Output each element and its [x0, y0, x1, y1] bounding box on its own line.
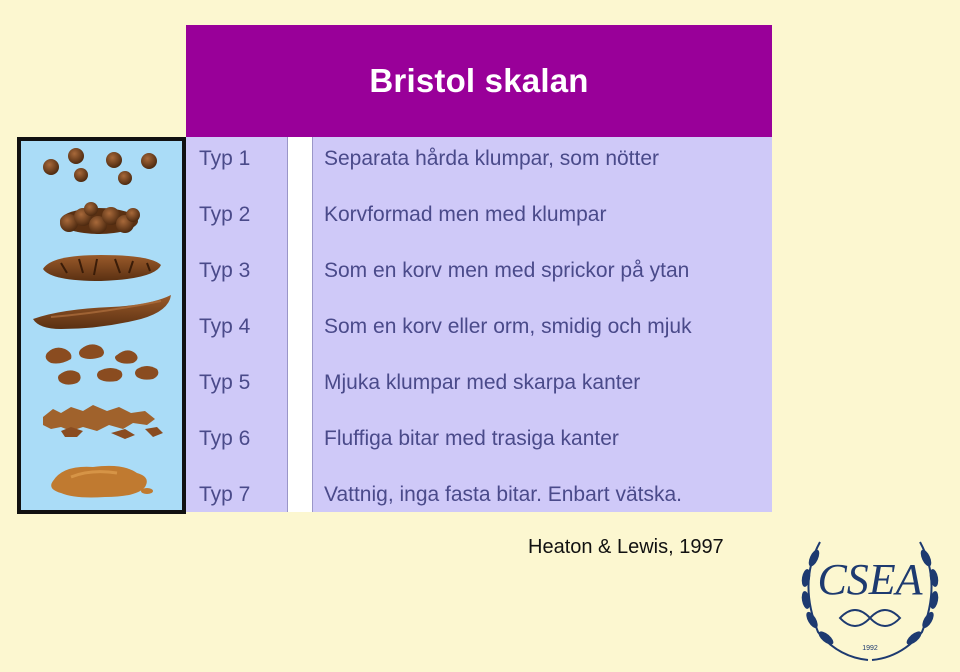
- logo-year: 1992: [862, 645, 878, 652]
- type-label: Typ 7: [199, 483, 251, 506]
- title-banner: [186, 25, 772, 137]
- watery-puddle-icon: [51, 466, 153, 498]
- smooth-snake-icon: [33, 295, 171, 329]
- csea-logo: [790, 522, 950, 672]
- cracked-sausage-icon: [43, 255, 161, 281]
- type-description: Fluffiga bitar med trasiga kanter: [324, 427, 619, 450]
- bristol-scale-table: [186, 137, 772, 512]
- table-row: [186, 193, 772, 249]
- table-row: [186, 249, 772, 305]
- type-description: Korvformad men med klumpar: [324, 203, 607, 226]
- type-label: Typ 2: [199, 203, 251, 226]
- type-description: Mjuka klumpar med skarpa kanter: [324, 371, 641, 394]
- table-row: [186, 417, 772, 473]
- type-description: Som en korv eller orm, smidig och mjuk: [324, 315, 692, 338]
- page-title: Bristol skalan: [369, 62, 589, 99]
- separate-hard-lumps-icon: [43, 148, 157, 185]
- type-label: Typ 3: [199, 259, 251, 282]
- table-row: [186, 305, 772, 361]
- type-label: Typ 6: [199, 427, 251, 450]
- type-label: Typ 1: [199, 147, 251, 170]
- type-label: Typ 5: [199, 371, 251, 394]
- lumpy-sausage-icon: [60, 202, 140, 234]
- type-description: Separata hårda klumpar, som nötter: [324, 147, 660, 170]
- citation-text: Heaton & Lewis, 1997: [528, 536, 724, 558]
- stool-illustrations-panel: [17, 137, 186, 514]
- type-description: Som en korv men med sprickor på ytan: [324, 259, 690, 282]
- table-row: [186, 137, 772, 193]
- type-description: Vattnig, inga fasta bitar. Enbart vätska.: [324, 483, 682, 506]
- logo-text: CSEA: [817, 555, 923, 604]
- table-row: [186, 361, 772, 417]
- soft-blobs-icon: [46, 344, 159, 384]
- table-row: [186, 473, 772, 529]
- fluffy-pieces-icon: [43, 405, 163, 439]
- type-label: Typ 4: [199, 315, 251, 338]
